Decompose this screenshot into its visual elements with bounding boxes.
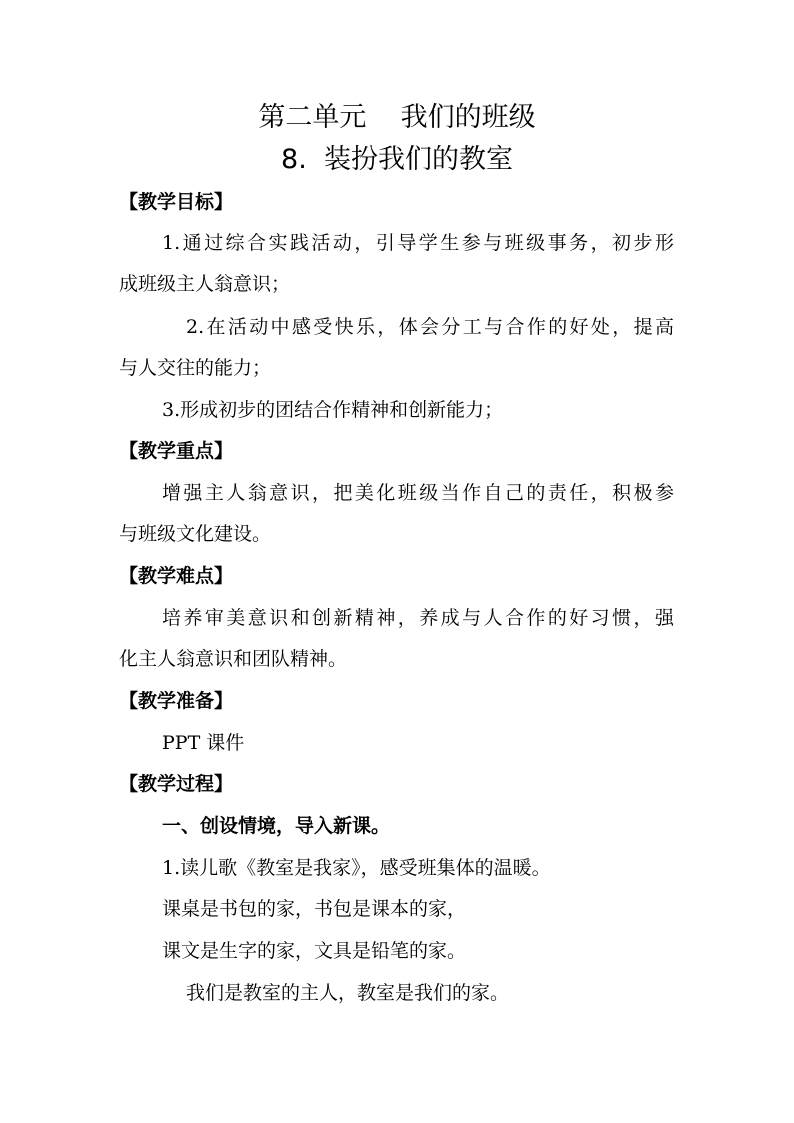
- preparation-heading: 【教学准备】: [119, 690, 234, 712]
- key-points-heading: 【教学重点】: [119, 440, 234, 462]
- key-points-line-1: 增强主人翁意识，把美化班级当作自己的责任，积极参: [162, 482, 674, 504]
- poem-line-2: 课文是生字的家，文具是铅笔的家。: [162, 940, 467, 962]
- goals-item-1-cont: 成班级主人翁意识；: [119, 273, 291, 295]
- goals-item-1: 1.通过综合实践活动，引导学生参与班级事务，初步形: [162, 232, 674, 254]
- key-points-line-2: 与班级文化建设。: [119, 523, 272, 545]
- poem-line-1: 课桌是书包的家，书包是课本的家，: [162, 898, 467, 920]
- unit-title: 第二单元 我们的班级: [258, 102, 536, 133]
- process-heading: 【教学过程】: [119, 773, 234, 795]
- process-step1-title: 一、创设情境，导入新课。: [162, 815, 391, 837]
- goals-item-2: 2.在活动中感受快乐，体会分工与合作的好处，提高: [186, 316, 674, 338]
- goals-heading: 【教学目标】: [119, 191, 234, 213]
- difficulties-heading: 【教学难点】: [119, 565, 234, 587]
- poem-line-3: 我们是教室的主人，教室是我们的家。: [186, 982, 510, 1004]
- difficulties-line-2: 化主人翁意识和团队精神。: [119, 648, 348, 670]
- goals-item-3: 3.形成初步的团结合作精神和创新能力；: [162, 399, 504, 421]
- difficulties-line-1: 培养审美意识和创新精神，养成与人合作的好习惯，强: [162, 607, 674, 629]
- process-line-1: 1.读儿歌《教室是我家》，感受班集体的温暖。: [162, 857, 551, 879]
- goals-item-2-cont: 与人交往的能力；: [119, 357, 272, 379]
- lesson-title: 8. 装扮我们的教室: [281, 144, 513, 175]
- preparation-line-1: PPT 课件: [162, 732, 245, 754]
